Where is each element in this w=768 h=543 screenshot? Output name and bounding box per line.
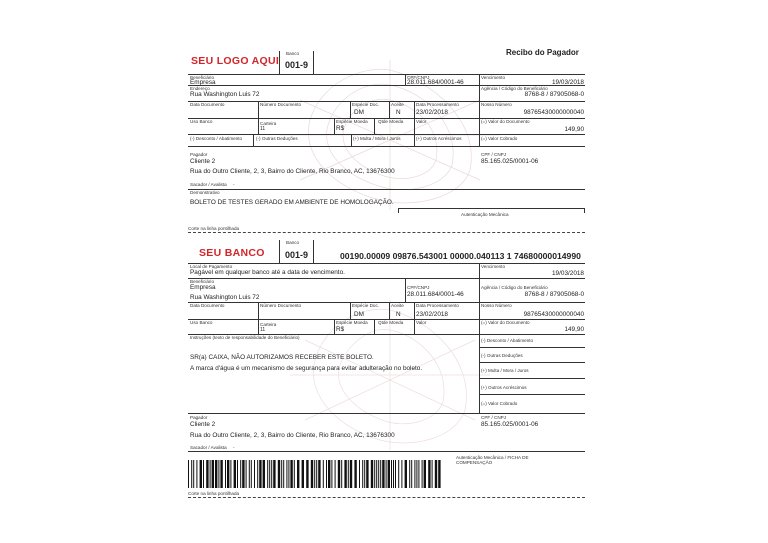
slip-beneficiary-label: Beneficiário: [190, 279, 215, 284]
receipt-bank-label: Banco: [286, 51, 300, 56]
receipt-payer: Cliente 2: [190, 158, 216, 165]
slip-our-number-label: Nosso Número: [481, 303, 512, 308]
receipt-proc-date-label: Data Processamento: [416, 102, 459, 107]
receipt-proc-date: 23/02/2018: [416, 109, 448, 116]
slip-instructions-label: Instruções (texto de responsabilidade do Beneficiário): [190, 335, 300, 340]
slip-logo: SEU BANCO: [199, 247, 265, 259]
slip-cut-label: Corte na linha pontilhada: [188, 491, 240, 496]
slip-due: 19/03/2018: [552, 270, 584, 277]
slip-doc-number-label: Número Documento: [260, 303, 302, 308]
slip-discount-label: (-) Desconto / Abatimento: [481, 338, 534, 343]
receipt-currency: R$: [336, 125, 345, 132]
receipt-title: Recibo do Pagador: [506, 48, 579, 57]
slip-doc-date-label: Data Documento: [190, 303, 225, 308]
receipt-our-number: 98765430000000040: [523, 109, 584, 116]
receipt-beneficiary: Empresa: [190, 79, 216, 86]
slip-bank-label: Banco: [286, 240, 300, 245]
receipt-address: Rua Washington Luis 72: [190, 91, 260, 98]
slip-wallet: 11: [260, 327, 266, 333]
slip-bank-use-label: Uso Banco: [190, 320, 213, 325]
slip-fine-label: (+) Multa / Mora / Juros: [481, 368, 529, 373]
slip-charged-label: (=) Valor Cobrado: [481, 401, 518, 406]
receipt-agency-label: Agência / Código do Beneficiário: [481, 86, 548, 91]
receipt-accept: N: [396, 109, 401, 116]
slip-payment-place: Pagável em qualquer banco até a data de vencimento.: [190, 269, 345, 276]
slip-bank-code: 001-9: [285, 250, 309, 260]
slip-guarantor: -: [233, 445, 235, 450]
receipt-statement-label: Demonstrativo: [190, 190, 220, 195]
slip-additions-label: (+) Outros Acréscimos: [481, 385, 527, 390]
receipt-fine-label: (+) Multa / Mora / Juros: [353, 136, 401, 141]
slip-payment-place-label: Local de Pagamento: [190, 264, 233, 269]
receipt-doc-number-label: Número Documento: [260, 102, 302, 107]
receipt-logo: SEU LOGO AQUI: [191, 55, 280, 67]
slip-our-number: 98765430000000040: [523, 311, 584, 318]
receipt-guarantor-label: Sacador / Avalista: [190, 182, 227, 187]
receipt-agency: 8768-8 / 87905068-0: [524, 91, 584, 98]
receipt-due-label: Vencimento: [481, 75, 506, 80]
slip-cut-line: [188, 497, 585, 498]
barcode: [188, 460, 444, 488]
receipt-wallet: 11: [260, 126, 266, 132]
slip-payer-address: Rua do Outro Cliente, 2, 3, Bairro do Cliente, Rio Branco, AC, 13676300: [190, 432, 395, 439]
receipt-doc-kind-label: Espécie Doc.: [352, 102, 380, 107]
receipt-value-label: Valor: [416, 119, 427, 124]
slip-agency-label: Agência / Código do Beneficiário: [481, 285, 548, 290]
slip-digitable-line: 00190.00009 09876.543001 00000.040113 1 74680000014990: [340, 251, 581, 261]
slip-guarantor-label: Sacador / Avalista: [190, 445, 227, 450]
slip-doc-kind-label: Espécie Doc.: [352, 303, 380, 308]
receipt-cpf-label: CPF/CNPJ: [407, 75, 430, 80]
slip-qty-label: Qtde Moeda: [378, 320, 404, 325]
slip-beneficiary: Empresa: [190, 284, 216, 291]
receipt-deductions-label: (-) Outras Deduções: [256, 136, 298, 141]
receipt-charged-label: (=) Valor Cobrado: [481, 136, 518, 141]
receipt-bank-code: 001-9: [285, 60, 309, 70]
slip-accept: N: [396, 311, 401, 318]
receipt-bank-use-label: Uso Banco: [190, 119, 213, 124]
receipt-due: 19/03/2018: [552, 79, 584, 86]
receipt-doc-date-label: Data Documento: [190, 102, 225, 107]
receipt-statement: BOLETO DE TESTES GERADO EM AMBIENTE DE HOMOLOGAÇÃO.: [190, 199, 394, 206]
receipt-doc-value: 149,90: [564, 126, 584, 133]
receipt-payer-cpf-label: CPF / CNPJ: [481, 152, 507, 157]
slip-deductions-label: (-) Outras Deduções: [481, 353, 523, 358]
slip-address: Rua Washington Luis 72: [190, 294, 260, 301]
slip-proc-date: 23/02/2018: [416, 311, 448, 318]
receipt-cut-line: [188, 232, 585, 233]
slip-doc-value: 149,90: [564, 326, 584, 333]
receipt-qty-label: Qtde Moeda: [378, 119, 404, 124]
receipt-address-label: Endereço: [190, 86, 210, 91]
receipt-doc-value-label: (=) Valor do Documento: [481, 119, 530, 124]
receipt-guarantor: -: [233, 182, 235, 187]
receipt-currency-label: Espécie Moeda: [336, 119, 368, 124]
receipt-our-number-label: Nosso Número: [481, 102, 512, 107]
slip-doc-value-label: (=) Valor do Documento: [481, 320, 530, 325]
watermark-top: [280, 60, 500, 210]
slip-proc-date-label: Data Processamento: [416, 303, 459, 308]
slip-wallet-label: Carteira: [260, 322, 277, 327]
slip-cpf-label: CPF/CNPJ: [407, 285, 430, 290]
slip-payer-label: Pagador: [190, 415, 208, 420]
receipt-doc-kind: DM: [354, 109, 364, 116]
receipt-payer-cpf: 85.165.025/0001-06: [481, 158, 539, 165]
receipt-cut-label: Corte na linha pontilhada: [188, 226, 240, 231]
receipt-payer-label: Pagador: [190, 152, 208, 157]
receipt-cpf: 28.011.684/0001-46: [407, 79, 464, 86]
slip-payer-cpf-label: CPF / CNPJ: [481, 415, 507, 420]
slip-auth-label: Autenticação Mecânica / FICHA DE COMPENSAÇÃO: [456, 455, 529, 465]
slip-payer-cpf: 85.165.025/0001-06: [481, 421, 539, 428]
slip-cpf: 28.011.684/0001-46: [407, 291, 464, 298]
slip-currency: R$: [336, 326, 345, 333]
slip-currency-label: Espécie Moeda: [336, 320, 368, 325]
receipt-wallet-label: Carteira: [260, 121, 277, 126]
slip-agency: 8768-8 / 87905068-0: [524, 291, 584, 298]
slip-due-label: Vencimento: [481, 264, 506, 269]
slip-value-label: Valor: [416, 320, 427, 325]
receipt-additions-label: (+) Outros Acréscimos: [416, 136, 462, 141]
receipt-discount-label: (-) Desconto / Abatimento: [190, 136, 243, 141]
slip-doc-kind: DM: [354, 311, 364, 318]
slip-instruction-2: A marca d'água é um mecanismo de segurança para evitar adulteração no boleto.: [190, 365, 423, 372]
slip-accept-label: Aceite: [391, 303, 404, 308]
receipt-accept-label: Aceite: [391, 102, 404, 107]
receipt-beneficiary-label: Beneficiário: [190, 75, 215, 80]
receipt-payer-address: Rua do Outro Cliente, 2, 3, Bairro do Cliente, Rio Branco, AC, 13676300: [190, 168, 395, 175]
receipt-auth-label: Autenticação Mecânica: [461, 212, 509, 217]
slip-instruction-1: SR(a) CAIXA, NÃO AUTORIZAMOS RECEBER ESTE BOLETO.: [190, 354, 374, 361]
slip-payer: Cliente 2: [190, 421, 216, 428]
